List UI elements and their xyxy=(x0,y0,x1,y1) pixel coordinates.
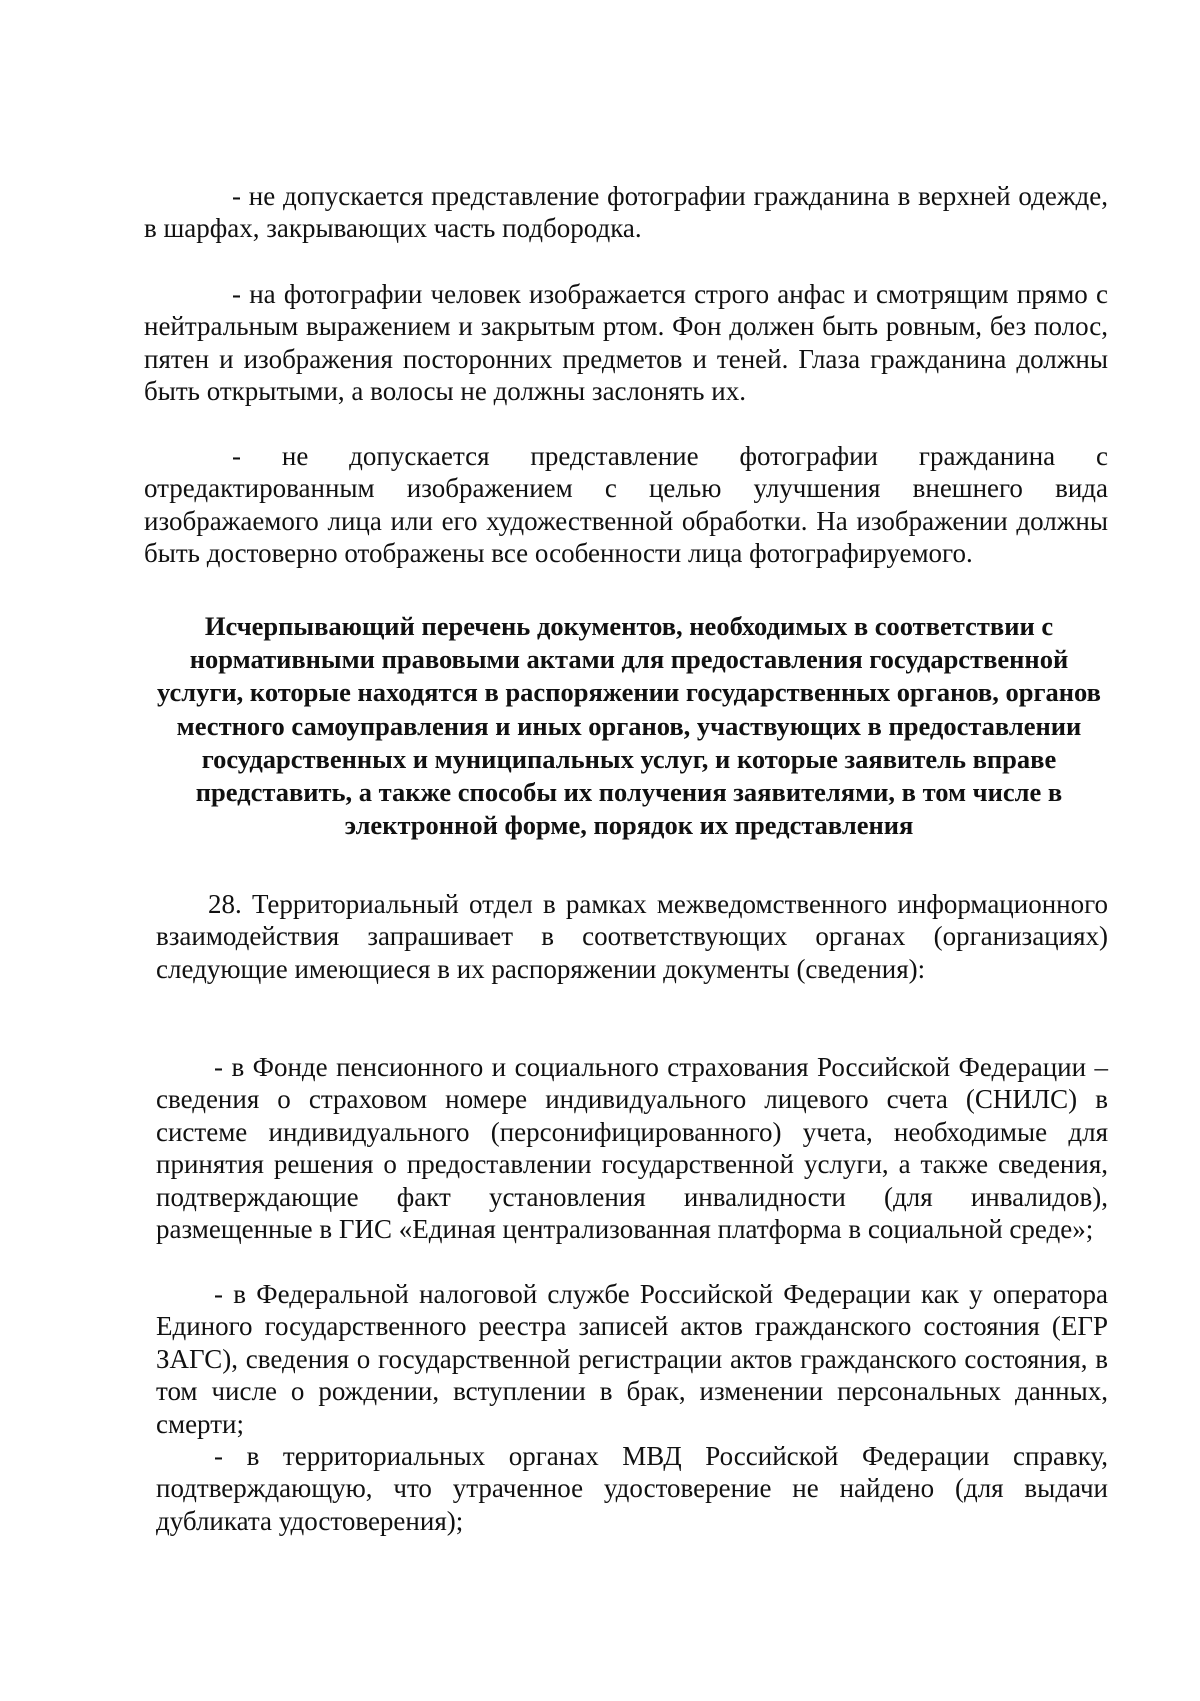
list-item-pension-fund: - в Фонде пенсионного и социального страхования Российской Федерации – сведения о страховом номере индивидуального лицевого счета (СНИЛС) в системе индивидуального (персонифицированного) учета, необходимые для принятия решения о предоставлении государственной услуги, а также сведения, подтверждающие факт установления инвалидности (для инвалидов), размещенные в ГИС «Единая централизованная платформа в социальной среде»; xyxy=(156,1052,1108,1245)
paragraph-outer-clothing: - не допускается представление фотографии гражданина в верхней одежде, в шарфах, закрывающих часть подбородка. xyxy=(144,181,1108,244)
section-heading: Исчерпывающий перечень документов, необходимых в соответствии с нормативными правовыми актами для предоставления государственной услуги, которые находятся в распоряжении государственных органов, органов местного самоуправления и иных органов, участвующих в предоставлении государственных и муниципальных услуг, и которые заявитель вправе представить, а также способы их получения заявителями, в том числе в электронной форме, порядок их представления xyxy=(157,611,1101,841)
list-item-interior-ministry: - в территориальных органах МВД Российской Федерации справку, подтверждающую, что утраченное удостоверение не найдено (для выдачи дубликата удостоверения); xyxy=(156,1441,1108,1536)
clause-28: 28. Территориальный отдел в рамках межведомственного информационного взаимодействия запрашивает в соответствующих органах (организациях) следующие имеющиеся в их распоряжении документы (сведения): xyxy=(156,889,1108,984)
paragraph-edited-photo: - не допускается представление фотографии гражданина с отредактированным изображением с целью улучшения внешнего вида изображаемого лица или его художественной обработки. На изображении должны быть достоверно отображены все особенности лица фотографируемого. xyxy=(144,441,1108,569)
list-item-tax-service: - в Федеральной налоговой службе Российской Федерации как у оператора Единого государственного реестра записей актов гражданского состояния (ЕГР ЗАГС), сведения о государственной регистрации актов гражданского состояния, в том числе о рождении, вступлении в брак, изменении персональных данных, смерти; xyxy=(156,1279,1108,1439)
paragraph-face-requirements: - на фотографии человек изображается строго анфас и смотрящим прямо с нейтральным выражением и закрытым ртом. Фон должен быть ровным, без полос, пятен и изображения посторонних предметов и теней. Глаза гражданина должны быть открытыми, а волосы не должны заслонять их. xyxy=(144,279,1108,407)
